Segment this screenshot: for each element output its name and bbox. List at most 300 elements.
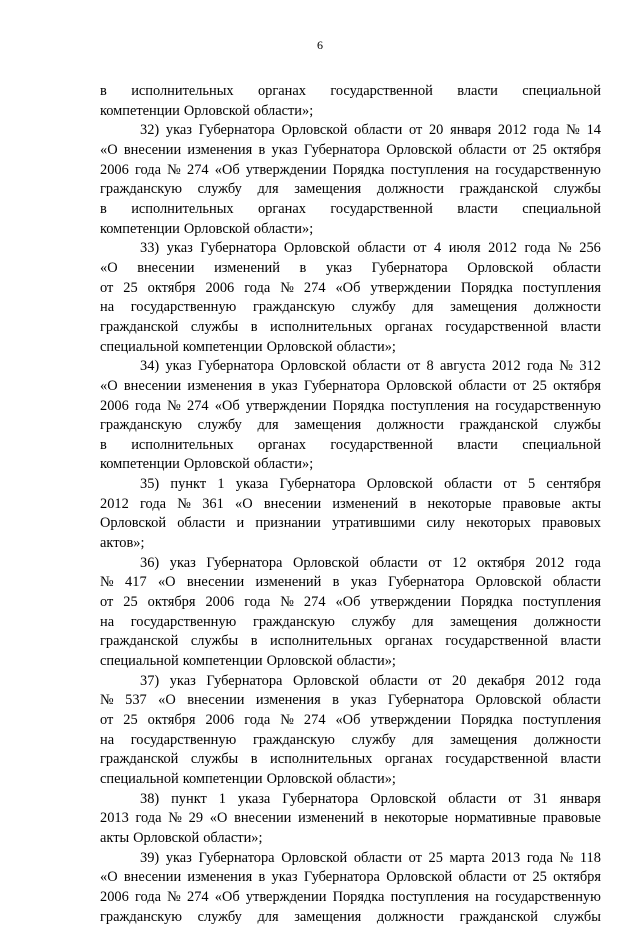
word: Орловской (366, 476, 433, 493)
word: замещения (294, 908, 362, 925)
word: года (134, 397, 161, 414)
word: акты (100, 829, 130, 846)
word: области (352, 358, 401, 375)
word: № (100, 574, 114, 591)
text-line (100, 770, 601, 790)
word: от (413, 240, 427, 257)
word: утверждении (370, 712, 451, 728)
word: службы (553, 181, 601, 198)
word: 1 (217, 476, 225, 493)
word: компетенции (100, 220, 180, 237)
word: 37) (140, 672, 160, 689)
word: изменений (255, 574, 322, 591)
word: актов»; (100, 535, 145, 552)
word: гражданскую (252, 613, 335, 630)
word: октября (147, 279, 196, 296)
text-line (100, 908, 601, 927)
word: 274 (187, 161, 209, 178)
text-line (100, 397, 601, 417)
word: исполнительных (270, 751, 373, 768)
word: гражданской (459, 908, 538, 925)
word: специальной (522, 83, 601, 99)
text-line (100, 180, 601, 200)
word: в (332, 692, 339, 709)
word: поступления (522, 594, 601, 611)
word: области (357, 240, 406, 257)
word: 274 (303, 712, 326, 728)
word: области (458, 869, 507, 886)
word: области (448, 790, 497, 807)
text-line (100, 849, 601, 869)
word: замещения (294, 417, 362, 434)
word: утверждении (245, 888, 327, 905)
text-line (100, 613, 601, 633)
word: указ (271, 377, 298, 394)
word: от (100, 594, 114, 611)
word: утверждении (245, 397, 327, 414)
word: 25 (532, 377, 547, 394)
word: от (406, 358, 421, 375)
word: для (257, 417, 279, 434)
word: гражданской (100, 318, 179, 335)
word: власти (560, 751, 601, 768)
word: 25 (123, 712, 138, 728)
word: области (458, 377, 507, 394)
word: года (134, 161, 161, 178)
word: для (257, 181, 279, 198)
word: в (100, 200, 107, 217)
word: года (526, 358, 553, 375)
word: от (408, 122, 423, 139)
word: года (244, 594, 271, 611)
word: 36) (140, 554, 160, 571)
word: Губернатора (206, 672, 283, 689)
word: 2006 (205, 594, 235, 611)
text-line (100, 220, 601, 240)
word: Порядка (460, 712, 513, 728)
word: 2012 (497, 122, 527, 139)
word: службу (351, 613, 396, 630)
word: компетенции (100, 456, 180, 473)
word: Орловской (467, 259, 534, 276)
word: Порядка (332, 888, 385, 905)
word: 25 (532, 869, 547, 886)
word: акты (571, 495, 601, 512)
word: утратившими (332, 515, 416, 532)
word: гражданской (100, 633, 179, 650)
word: в (370, 810, 378, 827)
word: внесении (234, 810, 292, 827)
text-line (100, 141, 601, 161)
word: 417 (125, 574, 147, 591)
text-line (100, 82, 601, 102)
word: 274 (187, 397, 209, 414)
text-line (100, 239, 601, 259)
word: 25 (123, 279, 138, 296)
word: в (258, 869, 266, 886)
word: изменения (255, 692, 321, 709)
word: указ (325, 259, 352, 276)
word: указ (165, 122, 192, 139)
text-line (100, 731, 601, 751)
word: области (369, 672, 418, 689)
word: указ (165, 358, 192, 375)
word: № (280, 279, 294, 296)
word: от (512, 377, 527, 394)
word: Губернатора (206, 554, 283, 571)
word: исполнительных (131, 200, 234, 217)
word: 2012 (100, 495, 129, 512)
word: Орловской (133, 829, 200, 846)
word: Орловской (100, 515, 167, 532)
word: указ (166, 240, 193, 257)
word: исполнительных (270, 318, 373, 335)
text-line (100, 357, 601, 377)
word: года (244, 712, 271, 728)
text-line (100, 534, 601, 554)
word: области (444, 476, 493, 493)
word: от (508, 790, 522, 807)
word: № (167, 161, 181, 178)
word: года (524, 240, 551, 257)
word: органах (384, 633, 433, 650)
word: гражданскую (252, 299, 335, 316)
text-line (100, 259, 601, 279)
word: правовые (502, 495, 561, 512)
text-line (100, 161, 601, 181)
page-number: 6 (317, 38, 323, 52)
word: области (552, 574, 601, 591)
word: в (250, 318, 258, 335)
word: «Об (335, 712, 361, 728)
word: Орловской (266, 653, 333, 670)
word: Губернатора (388, 574, 465, 591)
word: 274 (303, 279, 326, 296)
word: изменений (332, 495, 399, 512)
word: «О (100, 141, 118, 158)
word: для (412, 613, 434, 630)
word: в (258, 377, 266, 394)
word: года (244, 279, 271, 296)
word: октября (553, 141, 601, 158)
word: службы (190, 751, 239, 768)
word: октября (147, 594, 196, 611)
word: Орловской (183, 456, 250, 473)
word: государственной (330, 200, 433, 217)
word: 34) (140, 358, 160, 375)
word: от (408, 849, 422, 866)
word: должности (533, 299, 601, 316)
word: года (140, 495, 167, 512)
word: 2006 (100, 397, 129, 414)
word: Порядка (332, 161, 385, 178)
word: октября (477, 554, 525, 571)
word: января (450, 122, 492, 139)
word: государственную (130, 299, 237, 316)
word: 312 (579, 358, 601, 375)
word: гражданскую (252, 731, 335, 748)
word: указ (350, 574, 377, 591)
word: Орловской (293, 554, 360, 571)
word: государственной (330, 436, 433, 453)
word: исполнительных (131, 83, 234, 99)
word: 2012 (535, 672, 565, 689)
word: должности (533, 731, 601, 748)
word: 14 (586, 122, 601, 139)
word: года (533, 122, 560, 139)
text-line (100, 514, 601, 534)
word: компетенции (100, 102, 180, 119)
word: 361 (202, 495, 224, 512)
word: области»; (336, 338, 396, 355)
word: компетенции (182, 338, 263, 355)
text-line (100, 121, 601, 141)
text-line (100, 455, 601, 475)
word: службу (197, 181, 242, 198)
word: октября (147, 712, 196, 728)
word: Губернатора (303, 869, 380, 886)
word: области (353, 849, 402, 866)
word: внесении (187, 692, 245, 709)
word: № (566, 122, 580, 139)
text-line (100, 750, 601, 770)
word: правовых (542, 515, 601, 532)
word: специальной (522, 436, 601, 453)
word: внесении (137, 259, 195, 276)
word: 25 (532, 141, 547, 158)
word: № (167, 397, 181, 414)
text-line (100, 298, 601, 318)
word: Орловской (281, 849, 348, 866)
word: Орловской (183, 220, 250, 237)
word: 4 (433, 240, 442, 257)
word: Губернатора (200, 240, 277, 257)
word: «Об (335, 279, 361, 296)
word: в (299, 259, 307, 276)
word: изменения (187, 141, 253, 158)
word: Губернатора (303, 377, 380, 394)
word: внесении (186, 574, 245, 591)
word: гражданскую (100, 417, 182, 434)
word: указ (350, 692, 377, 709)
word: № (558, 240, 572, 257)
word: января (559, 790, 601, 807)
word: в (250, 633, 258, 650)
word: 31 (533, 790, 548, 807)
word: службы (190, 318, 239, 335)
word: государственную (130, 731, 237, 748)
word: года (135, 810, 162, 827)
word: области (369, 554, 418, 571)
word: 2006 (205, 712, 235, 728)
word: в (250, 751, 258, 768)
word: власти (457, 436, 498, 453)
word: 2013 (100, 810, 129, 827)
word: Орловской (283, 240, 350, 257)
word: 33) (140, 240, 160, 257)
word: государственной (330, 83, 433, 99)
word: области (177, 515, 226, 532)
word: Губернатора (303, 141, 380, 158)
word: от (512, 141, 527, 158)
word: указ (169, 554, 196, 571)
word: Орловской (386, 869, 453, 886)
word: службу (351, 299, 396, 316)
word: утверждении (245, 161, 327, 178)
word: Орловской (386, 141, 453, 158)
word: и (236, 515, 245, 532)
word: 537 (125, 692, 147, 709)
word: Губернатора (282, 790, 359, 807)
word: от (428, 672, 442, 689)
word: «О (158, 692, 176, 709)
word: от (100, 279, 114, 296)
word: замещения (294, 181, 362, 198)
text-line (100, 318, 601, 338)
word: замещения (450, 613, 518, 630)
word: 1 (218, 790, 226, 807)
text-line (100, 338, 601, 358)
word: в (332, 574, 340, 591)
word: гражданскую (100, 908, 182, 925)
word: пункт (170, 476, 207, 493)
word: признании (255, 515, 321, 532)
word: исполнительных (131, 436, 234, 453)
word: № (177, 495, 191, 512)
word: специальной (100, 338, 179, 355)
word: службу (197, 417, 242, 434)
word: 2012 (491, 358, 521, 375)
word: изменения (187, 869, 253, 886)
word: государственной (445, 751, 548, 768)
word: 2006 (100, 161, 129, 178)
word: внесении (263, 495, 322, 512)
word: государственную (495, 397, 601, 414)
word: Орловской (183, 102, 250, 119)
word: на (475, 161, 490, 178)
word: государственную (495, 888, 601, 905)
word: поступления (390, 888, 469, 905)
word: № (167, 888, 181, 905)
text-line (100, 790, 601, 810)
word: внесении (123, 377, 182, 394)
word: «О (100, 869, 118, 886)
text-line (100, 829, 601, 849)
word: 2013 (491, 849, 521, 866)
word: государственную (130, 613, 237, 630)
word: указа (235, 476, 269, 493)
word: на (100, 731, 115, 748)
word: области (354, 122, 403, 139)
word: Губернатора (371, 259, 448, 276)
word: должности (533, 613, 601, 630)
word: года (574, 554, 601, 571)
word: власти (457, 200, 498, 217)
word: специальной (522, 200, 601, 217)
word: правовые (542, 810, 601, 827)
text-line (100, 652, 601, 672)
word: июля (448, 240, 481, 257)
word: области»; (253, 220, 314, 237)
word: 274 (303, 594, 326, 611)
word: области»; (203, 829, 263, 846)
word: 25 (428, 849, 443, 866)
word: «Об (214, 888, 240, 905)
word: 20 (428, 122, 444, 139)
word: указа (237, 790, 271, 807)
word: 8 (426, 358, 434, 375)
word: указ (169, 672, 196, 689)
word: некоторые (427, 495, 492, 512)
word: 12 (452, 554, 467, 571)
word: 2006 (100, 888, 129, 905)
word: для (257, 908, 279, 925)
word: на (100, 299, 115, 316)
word: в (100, 436, 107, 453)
word: «О (157, 574, 176, 591)
word: некоторые (384, 810, 449, 827)
word: Орловской (386, 377, 453, 394)
word: в (100, 83, 107, 99)
word: 2006 (205, 279, 235, 296)
word: 256 (579, 240, 601, 257)
text-line (100, 868, 601, 888)
word: № (168, 810, 182, 827)
word: № (559, 358, 574, 375)
word: Губернатора (387, 692, 464, 709)
word: Орловской (475, 574, 542, 591)
word: власти (560, 633, 601, 650)
word: № (280, 594, 294, 611)
word: специальной (100, 653, 179, 670)
word: на (100, 613, 115, 630)
text-line (100, 632, 601, 652)
word: № (280, 712, 294, 728)
word: года (134, 888, 161, 905)
word: № (100, 692, 114, 709)
text-line (100, 809, 601, 829)
word: Порядка (332, 397, 385, 414)
word: от (503, 476, 517, 493)
word: области»; (336, 770, 396, 787)
word: 39) (140, 849, 160, 866)
text-line (100, 279, 601, 299)
word: поступления (522, 279, 601, 296)
word: 25 (123, 594, 138, 611)
word: Орловской (475, 692, 542, 709)
word: Орловской (370, 790, 437, 807)
word: «О (235, 495, 253, 512)
word: внесении (123, 141, 182, 158)
word: некоторых (466, 515, 531, 532)
word: 29 (188, 810, 204, 827)
word: Порядка (460, 279, 513, 296)
word: на (475, 888, 490, 905)
word: в (409, 495, 417, 512)
word: гражданской (459, 417, 538, 434)
word: внесении (123, 869, 182, 886)
word: службы (190, 633, 239, 650)
word: поступления (390, 397, 469, 414)
text-line (100, 711, 601, 731)
word: 32) (140, 122, 160, 139)
word: Губернатора (198, 122, 275, 139)
word: государственной (445, 633, 548, 650)
word: гражданской (459, 181, 538, 198)
word: исполнительных (270, 633, 373, 650)
word: службы (553, 908, 601, 925)
word: Орловской (292, 672, 359, 689)
